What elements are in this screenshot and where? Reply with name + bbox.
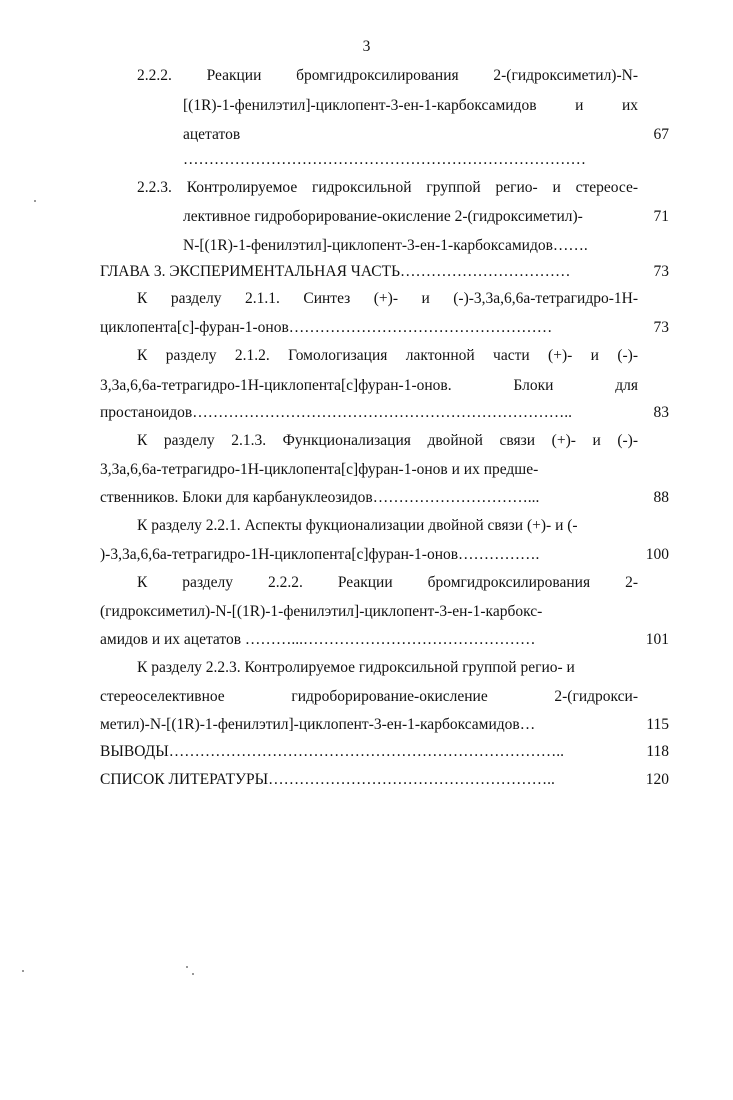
toc-page-number: 73 xyxy=(653,263,669,280)
toc-entry-line: К разделу 2.2.2. Реакции бромгидроксилирования 2- xyxy=(137,574,638,591)
toc-page-number: 120 xyxy=(645,771,669,788)
toc-page-number: 88 xyxy=(653,489,669,506)
toc-page-number: 71 xyxy=(653,208,669,225)
toc-entry-line: 3,3а,6,6а-тетрагидро-1H-циклопента[c]фуран-1-онов. Блоки для xyxy=(100,377,638,394)
toc-page-number: 118 xyxy=(646,743,669,760)
toc-entry-line: ВЫВОДЫ………………………………………………………………….. xyxy=(100,743,564,760)
toc-entry-line: циклопента[c]-фуран-1-онов…………………………………………… xyxy=(100,319,553,336)
toc-entry-line: ГЛАВА 3. ЭКСПЕРИМЕНТАЛЬНАЯ ЧАСТЬ…………………………… xyxy=(100,263,571,280)
toc-entry-line: К разделу 2.2.1. Аспекты фукционализации двойной связи (+)- и (- xyxy=(137,517,578,534)
toc-page-number: 115 xyxy=(646,716,669,733)
toc-page-number: 73 xyxy=(653,319,669,336)
toc-entry-line: К разделу 2.1.2. Гомологизация лактонной части (+)- и (-)- xyxy=(137,347,638,364)
toc-leader-dots: …………………………………………………………………… xyxy=(183,151,586,168)
toc-entry-line: лективное гидроборирование-окисление 2-(гидроксиметил)- xyxy=(183,208,583,225)
page-number: 3 xyxy=(362,38,371,55)
toc-entry-line: метил)-N-[(1R)-1-фенилэтил]-циклопент-3-ен-1-карбоксамидов… xyxy=(100,716,536,733)
toc-entry-line: К разделу 2.2.3. Контролируемое гидроксильной группой регио- и xyxy=(137,659,575,676)
toc-entry-line: амидов и их ацетатов ………...……………………………………… xyxy=(100,631,536,648)
toc-entry-line: К разделу 2.1.1. Синтез (+)- и (-)-3,3а,6,6а-тетрагидро-1H- xyxy=(137,290,638,307)
toc-page-number: 101 xyxy=(645,631,669,648)
toc-entry-line: )-3,3а,6,6а-тетрагидро-1H-циклопента[c]фуран-1-онов……………. xyxy=(100,546,540,563)
scan-speck xyxy=(192,973,194,975)
toc-entry-line: ацетатов xyxy=(183,126,241,143)
toc-entry-line: (гидроксиметил)-N-[(1R)-1-фенилэтил]-циклопент-3-ен-1-карбокс- xyxy=(100,603,543,620)
scan-speck xyxy=(22,970,24,972)
toc-entry-line: N-[(1R)-1-фенилэтил]-циклопент-3-ен-1-карбоксамидов……. xyxy=(183,237,588,254)
toc-entry-line: простаноидов……………………………………………………………….. xyxy=(100,404,572,421)
toc-page-number: 100 xyxy=(645,546,669,563)
toc-page-number: 67 xyxy=(653,126,669,143)
toc-entry-line: 2.2.3. Контролируемое гидроксильной группой регио- и стереосе- xyxy=(137,179,638,196)
scan-speck xyxy=(186,966,188,968)
toc-entry-line: СПИСОК ЛИТЕРАТУРЫ……………………………………………….. xyxy=(100,771,555,788)
toc-entry-line: К разделу 2.1.3. Функционализация двойной связи (+)- и (-)- xyxy=(137,432,638,449)
toc-entry-line: стереоселективное гидроборирование-окисление 2-(гидрокси- xyxy=(100,688,638,705)
toc-entry-line: 3,3а,6,6а-тетрагидро-1H-циклопента[c]фуран-1-онов и их предше- xyxy=(100,461,539,478)
toc-entry-line: [(1R)-1-фенилэтил]-циклопент-3-ен-1-карбоксамидов и их xyxy=(183,97,638,114)
scan-speck xyxy=(34,200,36,202)
toc-entry-line: 2.2.2. Реакции бромгидроксилирования 2-(гидроксиметил)-N- xyxy=(137,67,638,84)
toc-entry-line: ственников. Блоки для карбануклеозидов…………………………... xyxy=(100,489,540,506)
toc-page-number: 83 xyxy=(653,404,669,421)
